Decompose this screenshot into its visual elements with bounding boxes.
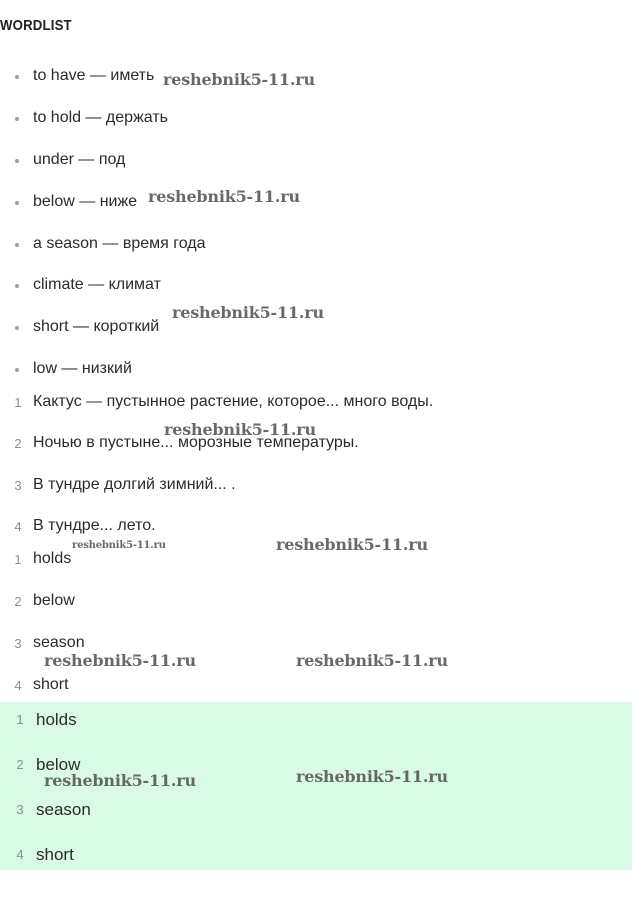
bullet-icon bbox=[15, 117, 19, 121]
item-number: 4 bbox=[16, 847, 24, 862]
wordlist-item-text: below — ниже bbox=[33, 193, 138, 210]
highlighted-answer-text: season bbox=[36, 800, 91, 819]
bullet-icon bbox=[15, 75, 19, 79]
wordlist-heading: WORDLIST bbox=[0, 17, 72, 34]
watermark: reshebnik5-11.ru bbox=[163, 70, 315, 89]
answer-text: holds bbox=[33, 550, 72, 567]
item-number: 2 bbox=[14, 436, 22, 451]
highlighted-answer-text: holds bbox=[36, 710, 77, 729]
item-number: 4 bbox=[14, 678, 22, 693]
watermark: reshebnik5-11.ru bbox=[164, 420, 316, 439]
highlighted-answer-text: below bbox=[36, 755, 81, 774]
item-number: 1 bbox=[14, 552, 22, 567]
watermark: reshebnik5-11.ru bbox=[44, 651, 196, 670]
bullet-icon bbox=[15, 284, 19, 288]
item-number: 1 bbox=[16, 712, 24, 727]
wordlist-item-text: a season — время года bbox=[33, 235, 206, 252]
sentence-text: Ночью в пустыне... морозные температуры. bbox=[33, 434, 359, 451]
watermark: reshebnik5-11.ru bbox=[72, 540, 166, 551]
item-number: 4 bbox=[14, 519, 22, 534]
answer-text: season bbox=[33, 634, 85, 651]
bullet-icon bbox=[15, 326, 19, 330]
watermark: reshebnik5-11.ru bbox=[296, 651, 448, 670]
watermark: reshebnik5-11.ru bbox=[44, 771, 196, 790]
answer-text: short bbox=[33, 676, 69, 693]
wordlist-item-text: to have — иметь bbox=[33, 67, 155, 84]
wordlist-item-text: climate — климат bbox=[33, 276, 161, 293]
wordlist-item-text: short — короткий bbox=[33, 318, 160, 335]
watermark: reshebnik5-11.ru bbox=[172, 303, 324, 322]
highlighted-answer-text: short bbox=[36, 845, 74, 864]
bullet-icon bbox=[15, 201, 19, 205]
watermark: reshebnik5-11.ru bbox=[276, 535, 428, 554]
answer-text: below bbox=[33, 592, 75, 609]
bullet-icon bbox=[15, 243, 19, 247]
bullet-icon bbox=[15, 159, 19, 163]
sentence-text: В тундре долгий зимний... . bbox=[33, 476, 236, 493]
item-number: 1 bbox=[14, 395, 22, 410]
item-number: 3 bbox=[14, 478, 22, 493]
wordlist-item-text: low — низкий bbox=[33, 360, 132, 377]
wordlist-item-text: under — под bbox=[33, 151, 126, 168]
sentence-text: Кактус — пустынное растение, которое... много воды. bbox=[33, 393, 434, 410]
wordlist-item-text: to hold — держать bbox=[33, 109, 168, 126]
item-number: 3 bbox=[16, 802, 24, 817]
item-number: 2 bbox=[14, 594, 22, 609]
watermark: reshebnik5-11.ru bbox=[296, 767, 448, 786]
bullet-icon bbox=[15, 368, 19, 372]
sentence-text: В тундре... лето. bbox=[33, 517, 156, 534]
item-number: 3 bbox=[14, 636, 22, 651]
item-number: 2 bbox=[16, 757, 24, 772]
watermark: reshebnik5-11.ru bbox=[148, 187, 300, 206]
